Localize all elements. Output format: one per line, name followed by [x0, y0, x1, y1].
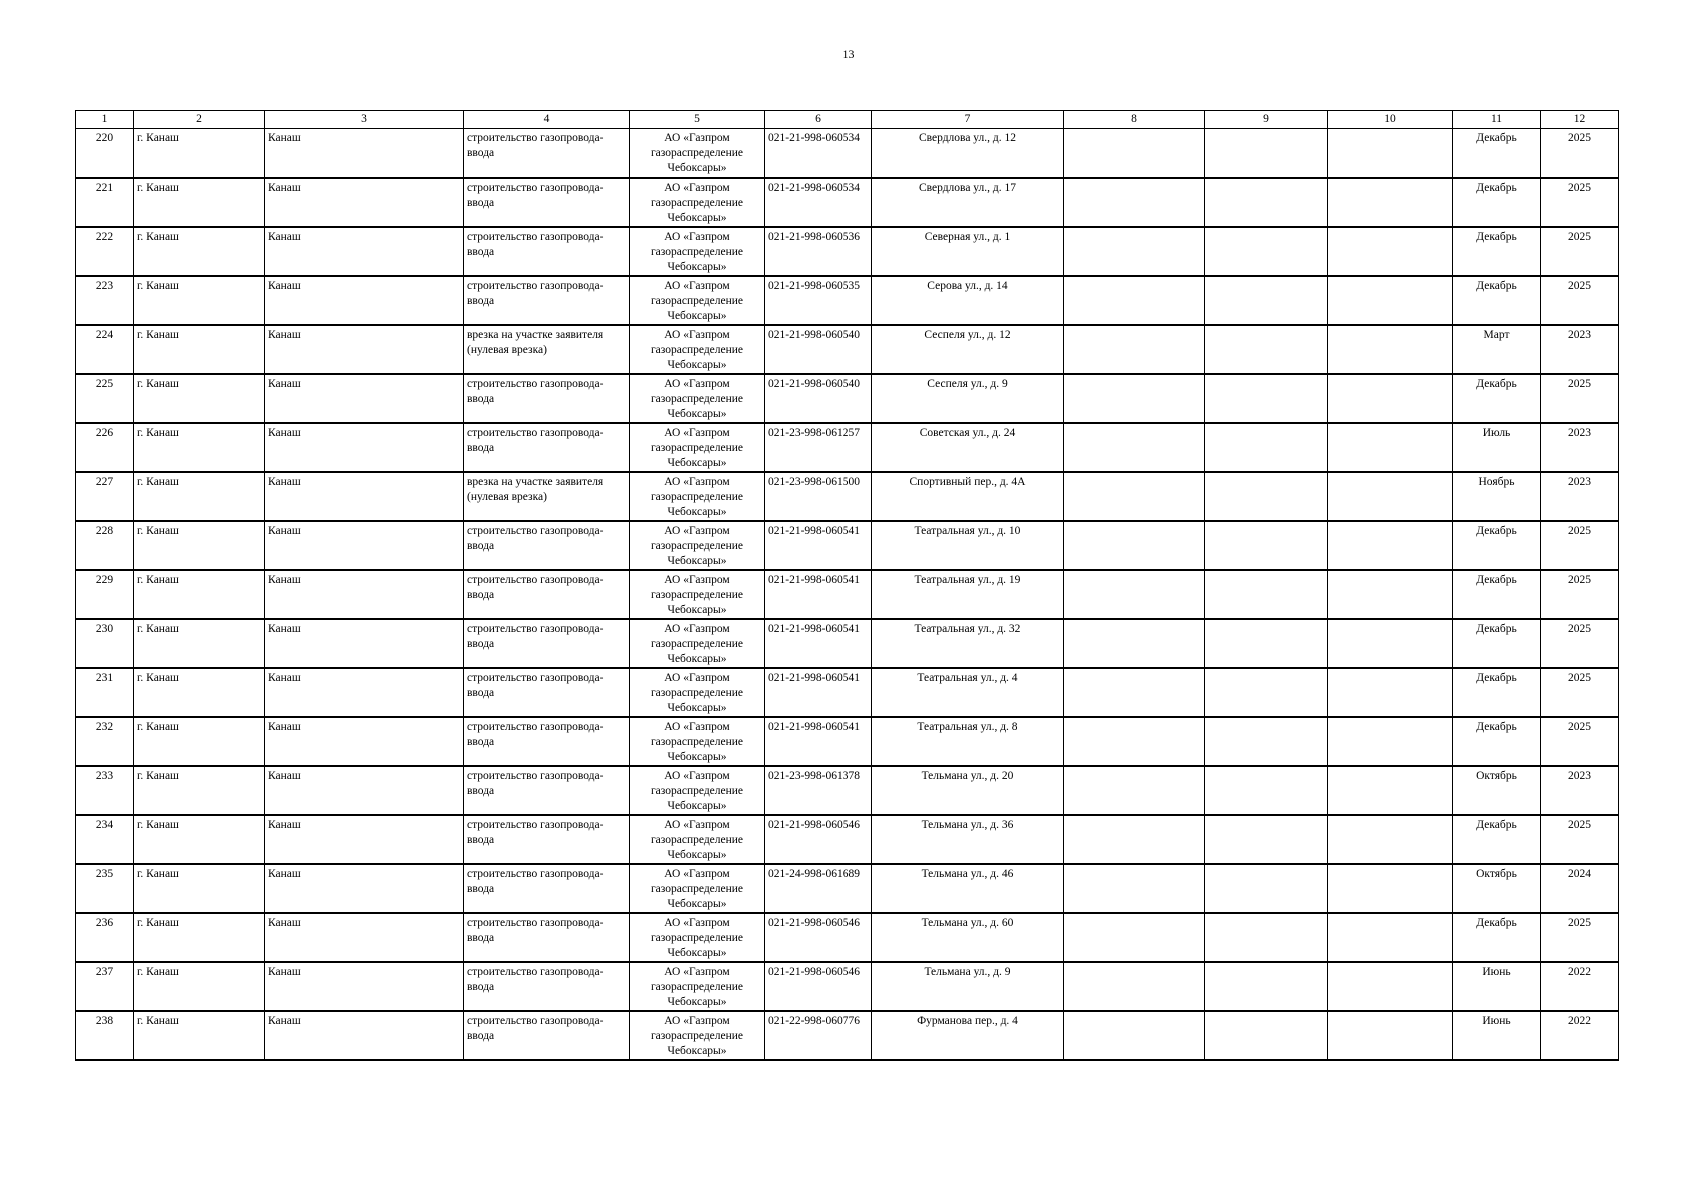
- column-9-cell: [1205, 913, 1328, 962]
- column-10-cell: [1328, 815, 1453, 864]
- address-cell: Спортивный пер., д. 4А: [872, 472, 1064, 521]
- address-cell: Свердлова ул., д. 17: [872, 178, 1064, 227]
- city-cell: г. Канаш: [134, 423, 265, 472]
- month-cell: Июнь: [1453, 1011, 1541, 1060]
- address-cell: Театральная ул., д. 10: [872, 521, 1064, 570]
- city-cell: г. Канаш: [134, 178, 265, 227]
- year-cell: 2025: [1541, 913, 1619, 962]
- column-header: 5: [630, 111, 765, 129]
- code-cell: 021-21-998-060535: [765, 276, 872, 325]
- code-cell: 021-21-998-060546: [765, 815, 872, 864]
- organization-cell: АО «Газпром газораспределение Чебоксары»: [630, 521, 765, 570]
- column-10-cell: [1328, 374, 1453, 423]
- row-number: 231: [76, 668, 134, 717]
- work-type-cell: строительство газопровода-ввода: [464, 276, 630, 325]
- column-9-cell: [1205, 472, 1328, 521]
- column-8-cell: [1064, 325, 1205, 374]
- table-row: [76, 374, 1619, 423]
- row-number: 222: [76, 227, 134, 276]
- table-row: [76, 423, 1619, 472]
- city-cell: г. Канаш: [134, 815, 265, 864]
- column-header: 11: [1453, 111, 1541, 129]
- column-8-cell: [1064, 962, 1205, 1011]
- city-cell: г. Канаш: [134, 619, 265, 668]
- year-cell: 2025: [1541, 815, 1619, 864]
- month-cell: Декабрь: [1453, 374, 1541, 423]
- table-row: [76, 766, 1619, 815]
- table-row: [76, 913, 1619, 962]
- column-8-cell: [1064, 913, 1205, 962]
- month-cell: Декабрь: [1453, 227, 1541, 276]
- address-cell: Северная ул., д. 1: [872, 227, 1064, 276]
- table-row: [76, 717, 1619, 766]
- row-number: 229: [76, 570, 134, 619]
- page-number: 13: [842, 47, 855, 61]
- column-header: 8: [1064, 111, 1205, 129]
- column-9-cell: [1205, 423, 1328, 472]
- work-type-cell: строительство газопровода-ввода: [464, 227, 630, 276]
- row-number: 234: [76, 815, 134, 864]
- locality-cell: Канаш: [265, 570, 464, 619]
- organization-cell: АО «Газпром газораспределение Чебоксары»: [630, 717, 765, 766]
- locality-cell: Канаш: [265, 668, 464, 717]
- organization-cell: АО «Газпром газораспределение Чебоксары»: [630, 129, 765, 178]
- column-8-cell: [1064, 766, 1205, 815]
- year-cell: 2025: [1541, 717, 1619, 766]
- work-type-cell: строительство газопровода-ввода: [464, 521, 630, 570]
- city-cell: г. Канаш: [134, 717, 265, 766]
- column-header: 3: [265, 111, 464, 129]
- column-10-cell: [1328, 472, 1453, 521]
- organization-cell: АО «Газпром газораспределение Чебоксары»: [630, 864, 765, 913]
- locality-cell: Канаш: [265, 325, 464, 374]
- column-10-cell: [1328, 668, 1453, 717]
- column-10-cell: [1328, 129, 1453, 178]
- column-10-cell: [1328, 178, 1453, 227]
- organization-cell: АО «Газпром газораспределение Чебоксары»: [630, 619, 765, 668]
- year-cell: 2025: [1541, 619, 1619, 668]
- city-cell: г. Канаш: [134, 521, 265, 570]
- work-type-cell: строительство газопровода-ввода: [464, 129, 630, 178]
- work-type-cell: строительство газопровода-ввода: [464, 864, 630, 913]
- work-type-cell: строительство газопровода-ввода: [464, 815, 630, 864]
- column-8-cell: [1064, 570, 1205, 619]
- column-8-cell: [1064, 227, 1205, 276]
- code-cell: 021-21-998-060546: [765, 962, 872, 1011]
- year-cell: 2025: [1541, 227, 1619, 276]
- column-10-cell: [1328, 325, 1453, 374]
- year-cell: 2025: [1541, 129, 1619, 178]
- locality-cell: Канаш: [265, 962, 464, 1011]
- city-cell: г. Канаш: [134, 1011, 265, 1060]
- row-number: 223: [76, 276, 134, 325]
- code-cell: 021-23-998-061378: [765, 766, 872, 815]
- month-cell: Октябрь: [1453, 766, 1541, 815]
- month-cell: Декабрь: [1453, 913, 1541, 962]
- column-9-cell: [1205, 619, 1328, 668]
- table-row: [76, 1011, 1619, 1060]
- locality-cell: Канаш: [265, 178, 464, 227]
- work-type-cell: строительство газопровода-ввода: [464, 423, 630, 472]
- row-number: 227: [76, 472, 134, 521]
- address-cell: Серова ул., д. 14: [872, 276, 1064, 325]
- month-cell: Октябрь: [1453, 864, 1541, 913]
- city-cell: г. Канаш: [134, 129, 265, 178]
- table-row: [76, 619, 1619, 668]
- year-cell: 2023: [1541, 766, 1619, 815]
- work-type-cell: строительство газопровода-ввода: [464, 619, 630, 668]
- code-cell: 021-21-998-060540: [765, 374, 872, 423]
- month-cell: Декабрь: [1453, 668, 1541, 717]
- column-8-cell: [1064, 276, 1205, 325]
- month-cell: Декабрь: [1453, 570, 1541, 619]
- column-8-cell: [1064, 864, 1205, 913]
- month-cell: Декабрь: [1453, 815, 1541, 864]
- column-9-cell: [1205, 864, 1328, 913]
- column-8-cell: [1064, 717, 1205, 766]
- column-9-cell: [1205, 962, 1328, 1011]
- organization-cell: АО «Газпром газораспределение Чебоксары»: [630, 423, 765, 472]
- row-number: 221: [76, 178, 134, 227]
- work-type-cell: строительство газопровода-ввода: [464, 1011, 630, 1060]
- column-header: 4: [464, 111, 630, 129]
- month-cell: Декабрь: [1453, 717, 1541, 766]
- code-cell: 021-21-998-060534: [765, 129, 872, 178]
- code-cell: 021-21-998-060541: [765, 570, 872, 619]
- month-cell: Июнь: [1453, 962, 1541, 1011]
- table-row: [76, 962, 1619, 1011]
- month-cell: Ноябрь: [1453, 472, 1541, 521]
- column-10-cell: [1328, 570, 1453, 619]
- locality-cell: Канаш: [265, 129, 464, 178]
- table-row: [76, 227, 1619, 276]
- year-cell: 2024: [1541, 864, 1619, 913]
- city-cell: г. Канаш: [134, 276, 265, 325]
- row-number: 236: [76, 913, 134, 962]
- year-cell: 2023: [1541, 325, 1619, 374]
- table-row: [76, 521, 1619, 570]
- year-cell: 2025: [1541, 570, 1619, 619]
- column-10-cell: [1328, 619, 1453, 668]
- address-cell: Сеспеля ул., д. 12: [872, 325, 1064, 374]
- column-10-cell: [1328, 276, 1453, 325]
- address-cell: Советская ул., д. 24: [872, 423, 1064, 472]
- code-cell: 021-21-998-060540: [765, 325, 872, 374]
- table-row: [76, 668, 1619, 717]
- table-row: [76, 815, 1619, 864]
- organization-cell: АО «Газпром газораспределение Чебоксары»: [630, 815, 765, 864]
- organization-cell: АО «Газпром газораспределение Чебоксары»: [630, 178, 765, 227]
- locality-cell: Канаш: [265, 717, 464, 766]
- column-8-cell: [1064, 472, 1205, 521]
- organization-cell: АО «Газпром газораспределение Чебоксары»: [630, 570, 765, 619]
- column-10-cell: [1328, 521, 1453, 570]
- column-8-cell: [1064, 521, 1205, 570]
- locality-cell: Канаш: [265, 521, 464, 570]
- month-cell: Март: [1453, 325, 1541, 374]
- column-8-cell: [1064, 423, 1205, 472]
- organization-cell: АО «Газпром газораспределение Чебоксары»: [630, 668, 765, 717]
- row-number: 230: [76, 619, 134, 668]
- code-cell: 021-21-998-060534: [765, 178, 872, 227]
- locality-cell: Канаш: [265, 227, 464, 276]
- column-9-cell: [1205, 668, 1328, 717]
- row-number: 220: [76, 129, 134, 178]
- city-cell: г. Канаш: [134, 864, 265, 913]
- year-cell: 2023: [1541, 472, 1619, 521]
- month-cell: Декабрь: [1453, 129, 1541, 178]
- row-number: 225: [76, 374, 134, 423]
- row-number: 233: [76, 766, 134, 815]
- organization-cell: АО «Газпром газораспределение Чебоксары»: [630, 472, 765, 521]
- work-type-cell: строительство газопровода-ввода: [464, 962, 630, 1011]
- column-10-cell: [1328, 1011, 1453, 1060]
- locality-cell: Канаш: [265, 913, 464, 962]
- column-9-cell: [1205, 766, 1328, 815]
- organization-cell: АО «Газпром газораспределение Чебоксары»: [630, 962, 765, 1011]
- code-cell: 021-24-998-061689: [765, 864, 872, 913]
- work-type-cell: строительство газопровода-ввода: [464, 570, 630, 619]
- column-8-cell: [1064, 1011, 1205, 1060]
- column-header: 2: [134, 111, 265, 129]
- header-row: [76, 111, 1619, 129]
- column-header: 1: [76, 111, 134, 129]
- code-cell: 021-21-998-060546: [765, 913, 872, 962]
- locality-cell: Канаш: [265, 276, 464, 325]
- column-9-cell: [1205, 129, 1328, 178]
- organization-cell: АО «Газпром газораспределение Чебоксары»: [630, 766, 765, 815]
- column-10-cell: [1328, 962, 1453, 1011]
- address-cell: Тельмана ул., д. 20: [872, 766, 1064, 815]
- year-cell: 2022: [1541, 1011, 1619, 1060]
- column-8-cell: [1064, 374, 1205, 423]
- row-number: 235: [76, 864, 134, 913]
- city-cell: г. Канаш: [134, 472, 265, 521]
- table-row: [76, 570, 1619, 619]
- month-cell: Июль: [1453, 423, 1541, 472]
- month-cell: Декабрь: [1453, 276, 1541, 325]
- organization-cell: АО «Газпром газораспределение Чебоксары»: [630, 227, 765, 276]
- organization-cell: АО «Газпром газораспределение Чебоксары»: [630, 325, 765, 374]
- column-8-cell: [1064, 668, 1205, 717]
- city-cell: г. Канаш: [134, 962, 265, 1011]
- column-8-cell: [1064, 815, 1205, 864]
- work-type-cell: строительство газопровода-ввода: [464, 374, 630, 423]
- row-number: 228: [76, 521, 134, 570]
- row-number: 237: [76, 962, 134, 1011]
- city-cell: г. Канаш: [134, 766, 265, 815]
- locality-cell: Канаш: [265, 815, 464, 864]
- register-table: [75, 110, 1619, 1061]
- row-number: 238: [76, 1011, 134, 1060]
- column-9-cell: [1205, 717, 1328, 766]
- work-type-cell: строительство газопровода-ввода: [464, 913, 630, 962]
- address-cell: Фурманова пер., д. 4: [872, 1011, 1064, 1060]
- column-header: 6: [765, 111, 872, 129]
- locality-cell: Канаш: [265, 374, 464, 423]
- year-cell: 2023: [1541, 423, 1619, 472]
- year-cell: 2025: [1541, 668, 1619, 717]
- column-10-cell: [1328, 227, 1453, 276]
- code-cell: 021-21-998-060541: [765, 521, 872, 570]
- city-cell: г. Канаш: [134, 570, 265, 619]
- organization-cell: АО «Газпром газораспределение Чебоксары»: [630, 374, 765, 423]
- month-cell: Декабрь: [1453, 178, 1541, 227]
- address-cell: Тельмана ул., д. 9: [872, 962, 1064, 1011]
- column-9-cell: [1205, 521, 1328, 570]
- work-type-cell: врезка на участке заявителя (нулевая врезка): [464, 325, 630, 374]
- address-cell: Сеспеля ул., д. 9: [872, 374, 1064, 423]
- column-header: 9: [1205, 111, 1328, 129]
- column-9-cell: [1205, 325, 1328, 374]
- locality-cell: Канаш: [265, 472, 464, 521]
- column-9-cell: [1205, 374, 1328, 423]
- column-10-cell: [1328, 766, 1453, 815]
- code-cell: 021-21-998-060541: [765, 619, 872, 668]
- year-cell: 2025: [1541, 276, 1619, 325]
- column-header: 7: [872, 111, 1064, 129]
- column-8-cell: [1064, 619, 1205, 668]
- locality-cell: Канаш: [265, 423, 464, 472]
- column-header: 12: [1541, 111, 1619, 129]
- work-type-cell: строительство газопровода-ввода: [464, 178, 630, 227]
- table-body: [76, 129, 1619, 1060]
- address-cell: Театральная ул., д. 8: [872, 717, 1064, 766]
- table-row: [76, 472, 1619, 521]
- column-9-cell: [1205, 276, 1328, 325]
- column-9-cell: [1205, 1011, 1328, 1060]
- column-10-cell: [1328, 864, 1453, 913]
- work-type-cell: строительство газопровода-ввода: [464, 717, 630, 766]
- address-cell: Театральная ул., д. 4: [872, 668, 1064, 717]
- organization-cell: АО «Газпром газораспределение Чебоксары»: [630, 1011, 765, 1060]
- address-cell: Театральная ул., д. 32: [872, 619, 1064, 668]
- address-cell: Театральная ул., д. 19: [872, 570, 1064, 619]
- code-cell: 021-21-998-060541: [765, 717, 872, 766]
- row-number: 226: [76, 423, 134, 472]
- column-9-cell: [1205, 227, 1328, 276]
- month-cell: Декабрь: [1453, 619, 1541, 668]
- year-cell: 2025: [1541, 374, 1619, 423]
- work-type-cell: строительство газопровода-ввода: [464, 668, 630, 717]
- code-cell: 021-22-998-060776: [765, 1011, 872, 1060]
- row-number: 232: [76, 717, 134, 766]
- address-cell: Тельмана ул., д. 36: [872, 815, 1064, 864]
- locality-cell: Канаш: [265, 1011, 464, 1060]
- address-cell: Тельмана ул., д. 60: [872, 913, 1064, 962]
- organization-cell: АО «Газпром газораспределение Чебоксары»: [630, 276, 765, 325]
- code-cell: 021-21-998-060541: [765, 668, 872, 717]
- year-cell: 2025: [1541, 178, 1619, 227]
- code-cell: 021-23-998-061500: [765, 472, 872, 521]
- locality-cell: Канаш: [265, 619, 464, 668]
- year-cell: 2022: [1541, 962, 1619, 1011]
- table-row: [76, 864, 1619, 913]
- work-type-cell: строительство газопровода-ввода: [464, 766, 630, 815]
- address-cell: Тельмана ул., д. 46: [872, 864, 1064, 913]
- column-10-cell: [1328, 913, 1453, 962]
- code-cell: 021-21-998-060536: [765, 227, 872, 276]
- column-8-cell: [1064, 129, 1205, 178]
- column-header: 10: [1328, 111, 1453, 129]
- city-cell: г. Канаш: [134, 325, 265, 374]
- table-row: [76, 276, 1619, 325]
- table-row: [76, 178, 1619, 227]
- table-row: [76, 325, 1619, 374]
- column-10-cell: [1328, 423, 1453, 472]
- month-cell: Декабрь: [1453, 521, 1541, 570]
- column-8-cell: [1064, 178, 1205, 227]
- row-number: 224: [76, 325, 134, 374]
- column-9-cell: [1205, 815, 1328, 864]
- code-cell: 021-23-998-061257: [765, 423, 872, 472]
- city-cell: г. Канаш: [134, 913, 265, 962]
- column-9-cell: [1205, 570, 1328, 619]
- table-row: [76, 129, 1619, 178]
- work-type-cell: врезка на участке заявителя (нулевая врезка): [464, 472, 630, 521]
- address-cell: Свердлова ул., д. 12: [872, 129, 1064, 178]
- city-cell: г. Канаш: [134, 227, 265, 276]
- organization-cell: АО «Газпром газораспределение Чебоксары»: [630, 913, 765, 962]
- column-10-cell: [1328, 717, 1453, 766]
- locality-cell: Канаш: [265, 864, 464, 913]
- city-cell: г. Канаш: [134, 374, 265, 423]
- column-9-cell: [1205, 178, 1328, 227]
- locality-cell: Канаш: [265, 766, 464, 815]
- year-cell: 2025: [1541, 521, 1619, 570]
- city-cell: г. Канаш: [134, 668, 265, 717]
